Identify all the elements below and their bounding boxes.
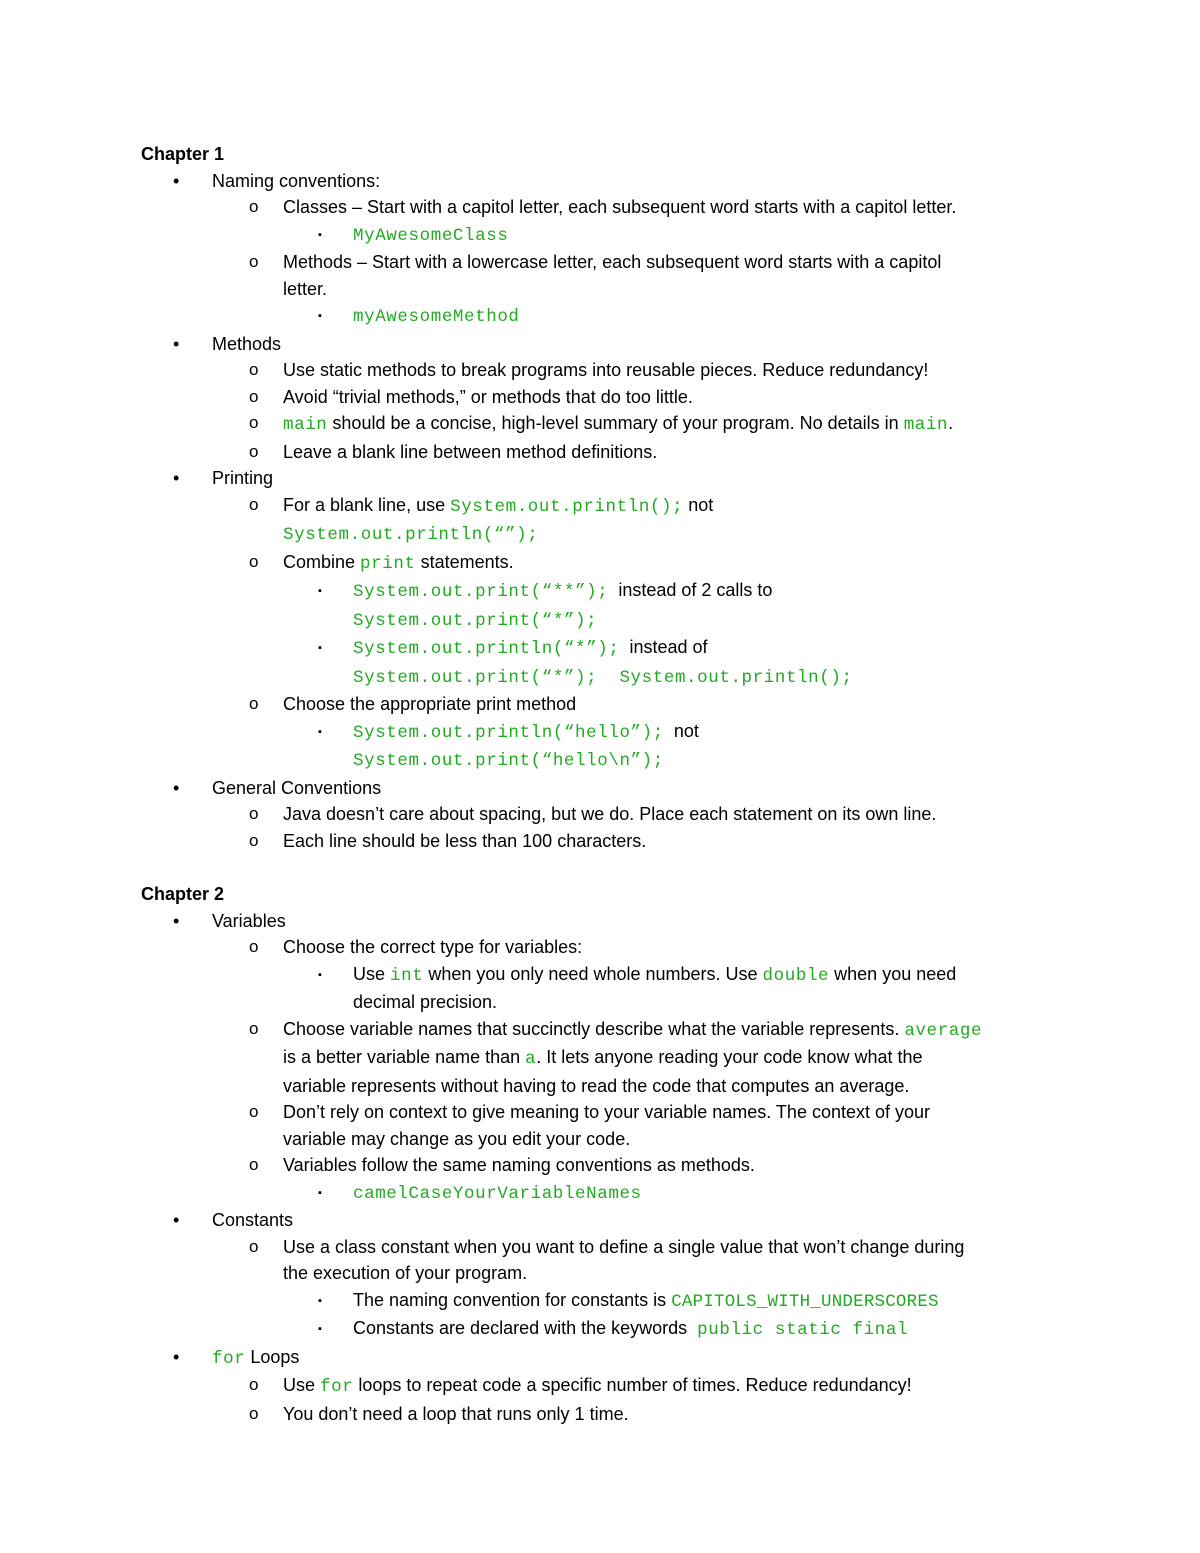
bullet-icon: • [173, 170, 180, 191]
list-item-trivial-methods: o Avoid “trivial methods,” or methods that do too little. [141, 384, 1071, 411]
code-snippet: camelCaseYourVariableNames [353, 1183, 642, 1204]
chapter-1-heading: Chapter 1 [141, 144, 225, 164]
circle-bullet-icon: o [249, 694, 259, 713]
bullet-icon: • [173, 333, 180, 354]
list-item-same-conventions: o Variables follow the same naming conventions as methods. [141, 1152, 1071, 1179]
list-item-choose-print: o Choose the appropriate print method [141, 691, 1071, 718]
code-snippet: System.out.print(“*”); System.out.println(); [353, 667, 853, 688]
list-item-correct-type: o Choose the correct type for variables: [141, 934, 1071, 961]
list-item-blank-line: o Leave a blank line between method definitions. [141, 439, 1071, 466]
list-item-print-example-1: ▪ System.out.print(“**”); instead of 2 calls to System.out.print(“*”); [318, 580, 773, 631]
square-bullet-icon: ▪ [318, 725, 322, 738]
code-snippet: a [525, 1049, 537, 1069]
circle-bullet-icon: o [249, 252, 259, 271]
list-item-constants: • Constants [141, 1207, 1071, 1234]
code-snippet: main [903, 415, 949, 435]
code-snippet: average [904, 1020, 983, 1041]
circle-bullet-icon: o [249, 830, 259, 850]
list-item-single-loop: o You don’t need a loop that runs only 1 time. [141, 1401, 1071, 1428]
list-item-constant-naming: ▪ The naming convention for constants is CAPITOLS_WITH_UNDERSCORES [141, 1287, 1071, 1316]
list-item-blank-println: o For a blank line, use System.out.println(); not System.out.println(“”); [141, 492, 1071, 549]
square-bullet-icon: ▪ [318, 1323, 322, 1335]
circle-bullet-icon: o [249, 1018, 259, 1038]
list-item-naming: • Naming conventions: [141, 168, 1071, 195]
circle-bullet-icon: o [249, 551, 259, 571]
code-snippet: double [762, 965, 830, 986]
list-item-int-double: ▪ Use int when you only need whole numbers. Use double when you need decimal precision. [318, 963, 957, 1012]
list-item-class-example [141, 221, 1071, 250]
circle-bullet-icon: o [249, 1236, 259, 1256]
list-item-printing: • Printing [141, 465, 1071, 492]
list-item-class-constant: o Use a class constant when you want to define a single value that won’t change during the execution of your program. [141, 1234, 1071, 1287]
list-item-classes: o Classes – Start with a capitol letter, each subsequent word starts with a capitol letter. [141, 194, 1071, 221]
square-bullet-icon: ▪ [318, 310, 322, 322]
circle-bullet-icon: o [249, 413, 259, 432]
code-snippet: System.out.println(“*”); [353, 639, 620, 659]
square-bullet-icon: ▪ [318, 1294, 322, 1307]
circle-bullet-icon: o [249, 1102, 259, 1121]
code-snippet: for [212, 1348, 246, 1369]
code-snippet: System.out.print(“**”); [353, 582, 609, 602]
list-item-method-example [141, 302, 1071, 331]
circle-bullet-icon: o [249, 1155, 259, 1174]
code-snippet: System.out.println(); [450, 496, 684, 517]
square-bullet-icon: ▪ [318, 1186, 322, 1199]
list-item-use-for-loops: o Use for loops to repeat code a specific number of times. Reduce redundancy! [141, 1372, 1071, 1401]
list-item-print-example-2: ▪ System.out.println(“*”); instead of System.out.print(“*”); System.out.println(); [318, 637, 853, 688]
code-snippet: int [390, 965, 424, 986]
code-snippet: MyAwesomeClass [353, 225, 509, 246]
list-item-constant-keywords: ▪ Constants are declared with the keywords public static final [141, 1315, 1071, 1344]
circle-bullet-icon: o [249, 386, 259, 406]
square-bullet-icon: ▪ [318, 642, 322, 654]
list-item-print-example-3: ▪ System.out.println(“hello”); not System.out.print(“hello\n”); [318, 720, 699, 771]
circle-bullet-icon: o [249, 441, 259, 461]
circle-bullet-icon: o [249, 1403, 259, 1423]
list-item-combine-print: o Combine print statements. [141, 549, 1071, 578]
bullet-icon: • [173, 777, 180, 798]
code-snippet: for [320, 1377, 354, 1397]
code-snippet: myAwesomeMethod [353, 307, 520, 327]
code-snippet: System.out.print(“hello\n”); [353, 751, 664, 771]
code-snippet: System.out.println(“hello”); [353, 722, 664, 743]
code-snippet: CAPITOLS_WITH_UNDERSCORES [671, 1291, 939, 1312]
circle-bullet-icon: o [249, 1375, 259, 1394]
list-item-methods-naming: o Methods – Start with a lowercase letter, each subsequent word starts with a capitol letter. [141, 249, 1071, 302]
code-snippet: print [360, 553, 416, 574]
circle-bullet-icon: o [249, 804, 259, 823]
list-item-context: o Don’t rely on context to give meaning to your variable names. The context of your variable may change as you edit your code. [141, 1099, 1071, 1152]
spacer [141, 854, 1071, 881]
square-bullet-icon: ▪ [318, 228, 322, 241]
code-snippet: main [283, 415, 328, 435]
circle-bullet-icon: o [249, 197, 259, 216]
list-item-for-loops: • for Loops [141, 1344, 1071, 1373]
bullet-icon: • [173, 1346, 180, 1367]
list-item-spacing: o Java doesn’t care about spacing, but we do. Place each statement on its own line. [141, 801, 1071, 828]
list-item-static-methods: o Use static methods to break programs into reusable pieces. Reduce redundancy! [141, 357, 1071, 384]
list-item-variables: • Variables [141, 908, 1071, 935]
list-item-general: • General Conventions [141, 775, 1071, 802]
bullet-icon: • [173, 468, 180, 488]
code-snippet: System.out.print(“*”); [353, 610, 598, 631]
code-snippet: public static final [697, 1320, 909, 1340]
bullet-icon: • [173, 910, 180, 931]
list-item-main-summary: o main should be a concise, high-level summary of your program. No details in main. [141, 410, 1071, 439]
list-item-camel-case [141, 1179, 1071, 1208]
chapter-2-heading: Chapter 2 [141, 884, 225, 904]
circle-bullet-icon: o [249, 360, 259, 379]
list-item-methods: • Methods [141, 331, 1071, 358]
square-bullet-icon: ▪ [318, 585, 322, 597]
list-item-line-length: o Each line should be less than 100 characters. [141, 828, 1071, 855]
circle-bullet-icon: o [249, 937, 259, 956]
code-snippet: System.out.println(“”); [283, 525, 539, 545]
circle-bullet-icon: o [249, 494, 259, 514]
bullet-icon: • [173, 1210, 180, 1230]
square-bullet-icon: ▪ [318, 968, 322, 981]
document-body [141, 141, 1071, 1427]
list-item-variable-names: o Choose variable names that succinctly describe what the variable represents. average is a better variable name than a. It lets anyone reading your code know what the variable represents without having to read the code that computes an average. [141, 1016, 1071, 1100]
